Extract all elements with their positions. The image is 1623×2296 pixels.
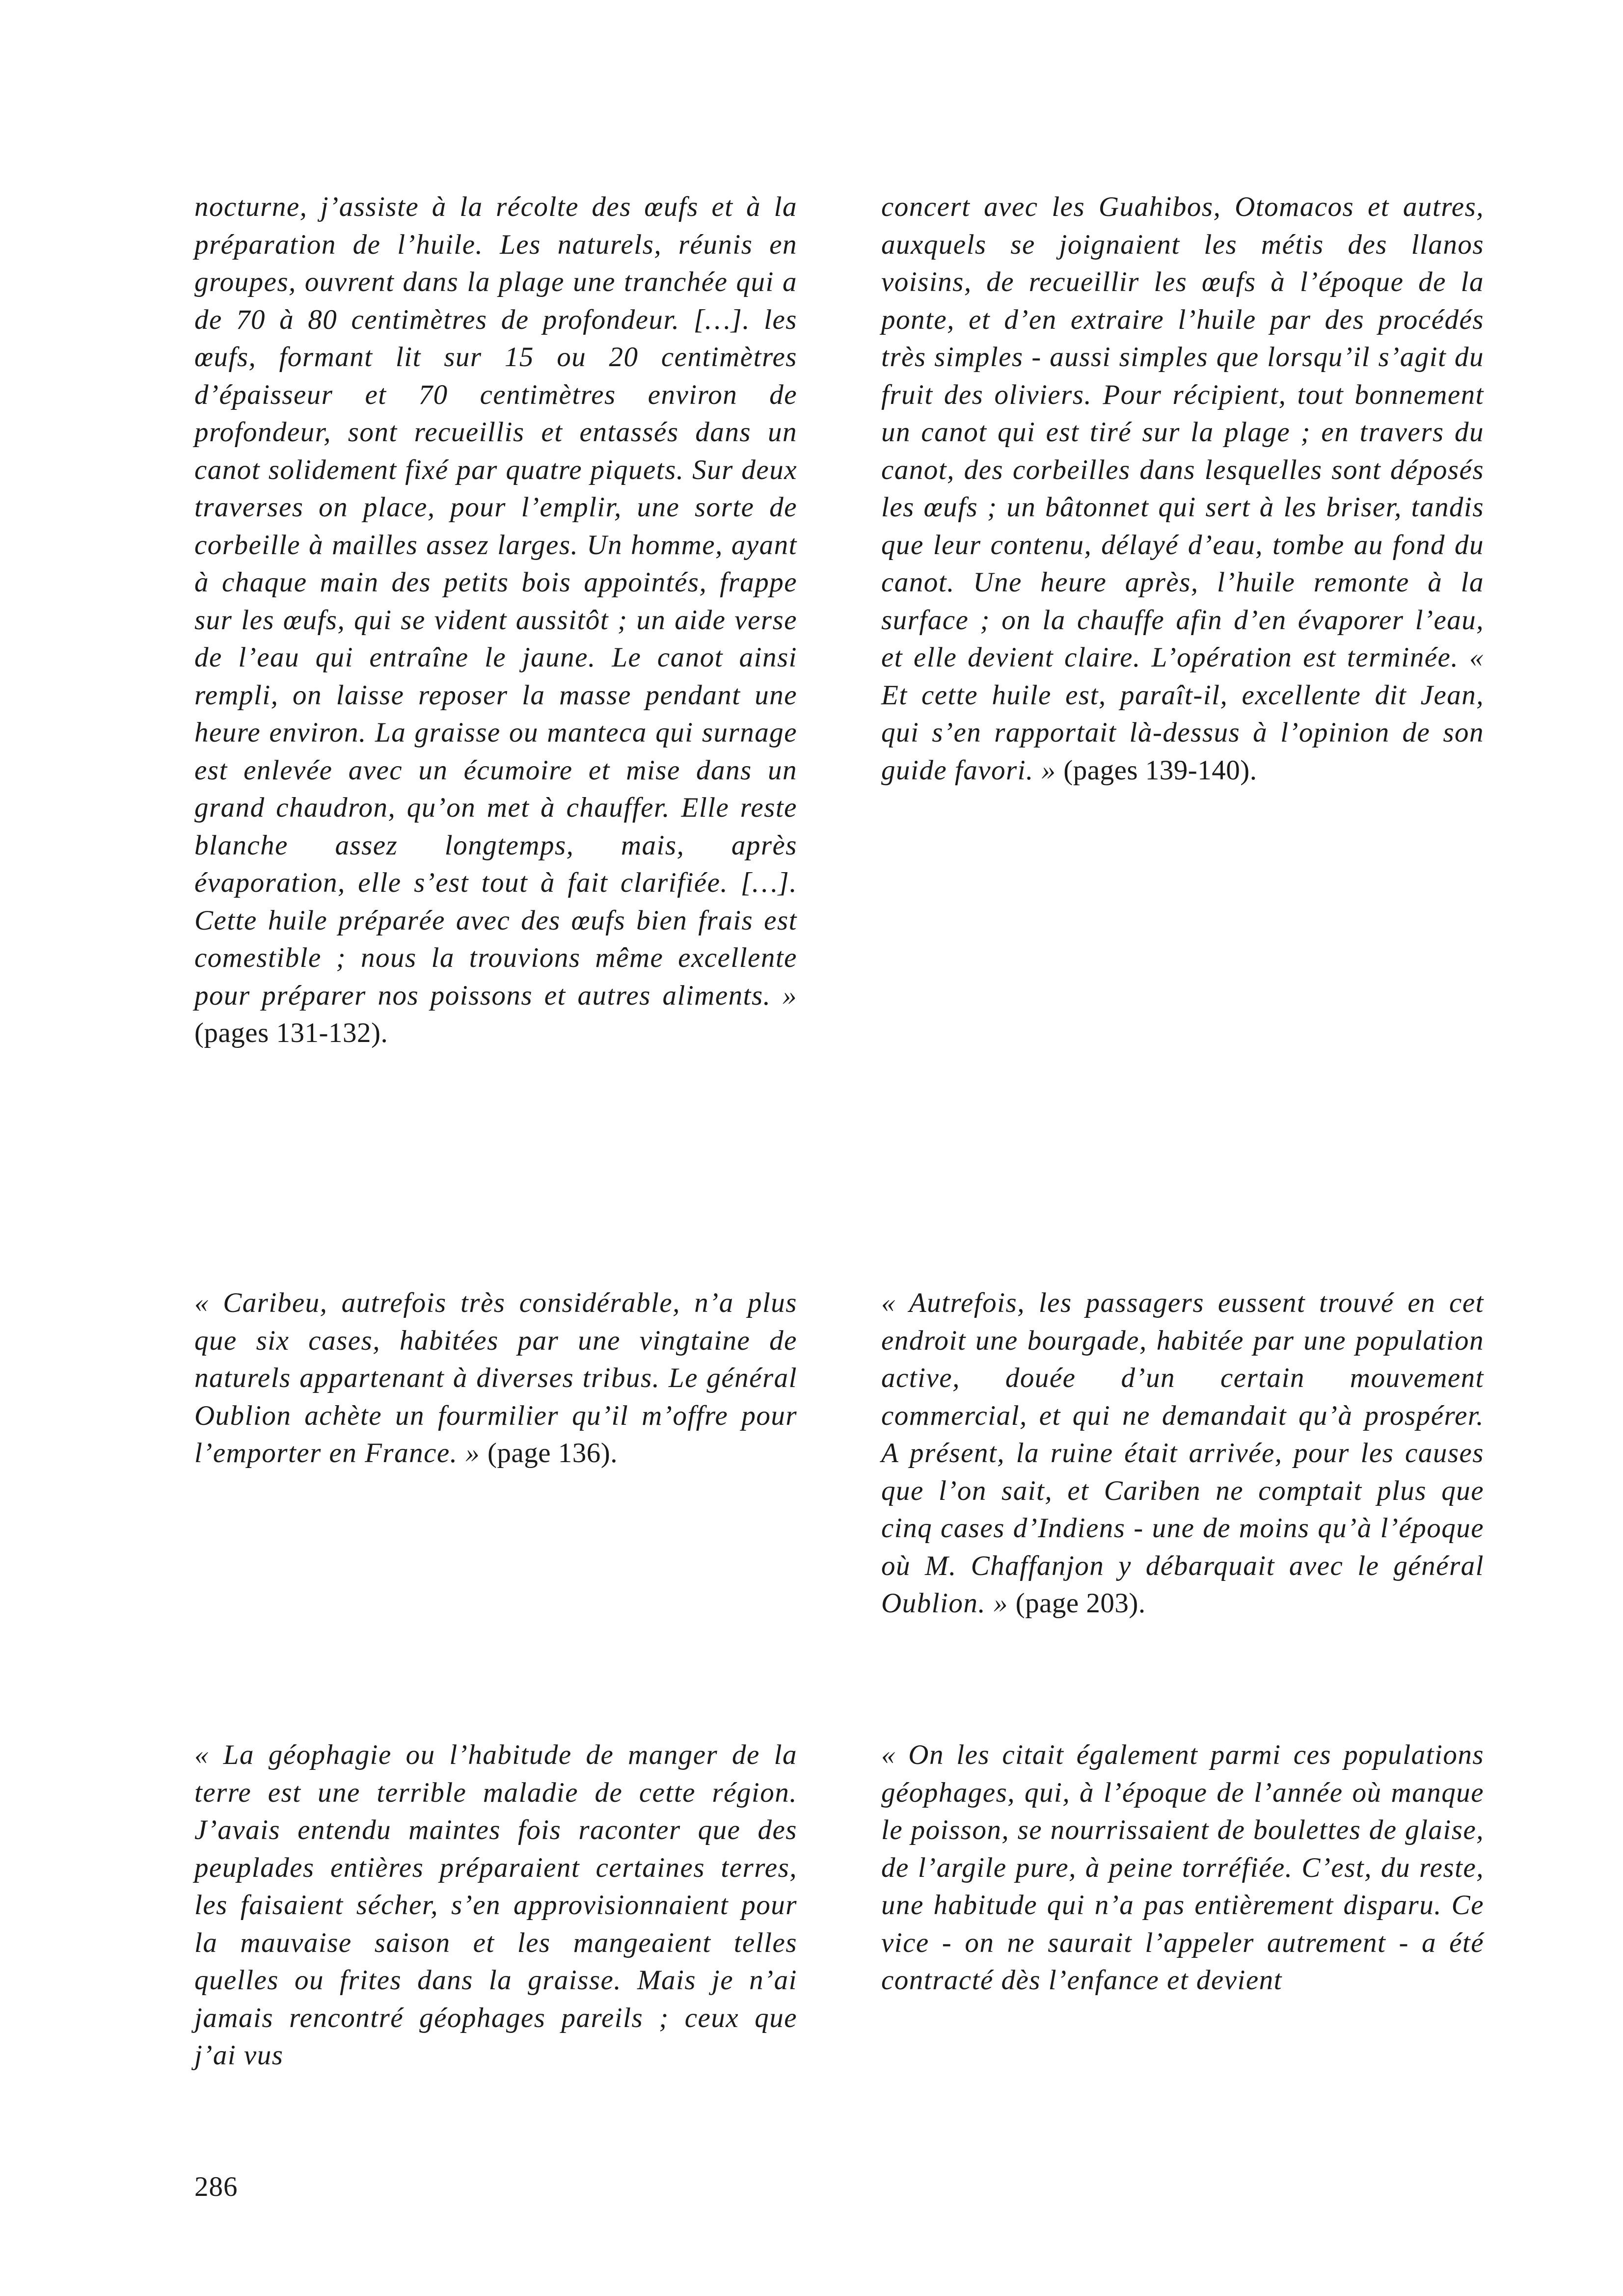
left-column-block-3 <box>194 1736 797 2075</box>
quote-text: nocturne, j’assiste à la récolte des œufs et à la préparation de l’huile. Les naturels, réunis en groupes, ouvrent dans la plage une tranchée qui a de 70 à 80 centimètres de profondeur. […]. les œufs, formant lit sur 15 ou 20 centimètres d’épaisseur et 70 centimètres environ de profondeur, sont recueillis et entassés dans un canot solidement fixé par quatre piquets. Sur deux traverses on place, pour l’emplir, une sorte de corbeille à mailles assez larges. Un homme, ayant à chaque main des petits bois appointés, frappe sur les œufs, qui se vident aussitôt ; un aide verse de l’eau qui entraîne le jaune. Le canot ainsi rempli, on laisse reposer la masse pendant une heure environ. La graisse ou manteca qui surnage est enlevée avec un écumoire et mise dans un grand chaudron, qu’on met à chauffer. Elle reste blanche assez longtemps, mais, après évaporation, elle s’est tout à fait clarifiée. […]. Cette huile préparée avec des œufs bien frais est comestible ; nous la trouvions même excellente pour préparer nos poissons et autres aliments. » <box>194 191 797 1011</box>
page-reference: (pages 131-132). <box>194 1017 388 1048</box>
quote-text: « On les citait également parmi ces populations géophages, qui, à l’époque de l’année où manque le poisson, se nourrissaient de boulettes de glaise, de l’argile pure, à peine torréfiée. C’est, du reste, une habitude qui n’a pas entièrement disparu. Ce vice - on ne saurait l’appeler autrement - a été contracté dès l’enfance et devient <box>881 1739 1484 1996</box>
right-column-block-1 <box>881 188 1484 789</box>
left-column-block-2 <box>194 1284 797 1472</box>
quote-text: concert avec les Guahibos, Otomacos et autres, auxquels se joignaient les métis des llanos voisins, de recueillir les œufs à l’époque de la ponte, et d’en extraire l’huile par des procédés très simples - aussi simples que lorsqu’il s’agit du fruit des oliviers. Pour récipient, tout bonnement un canot qui est tiré sur la plage ; en travers du canot, des corbeilles dans lesquelles sont déposés les œufs ; un bâtonnet qui sert à les briser, tandis que leur contenu, délayé d’eau, tombe au fond du canot. Une heure après, l’huile remonte à la surface ; on la chauffe afin d’en évaporer l’eau, et elle devient claire. L’opération est terminée. « Et cette huile est, paraît-il, excellente dit Jean, qui s’en rapportait là-dessus à l’opinion de son guide favori. » <box>881 191 1484 786</box>
quote-text: « Autrefois, les passagers eussent trouvé en cet endroit une bourgade, habitée par une population active, douée d’un certain mouvement commercial, et qui ne demandait qu’à prospérer. A présent, la ruine était arrivée, pour les causes que l’on sait, et Cariben ne comptait plus que cinq cases d’Indiens - une de moins qu’à l’époque où M. Chaffanjon y débarquait avec le général Oublion. » <box>881 1287 1484 1619</box>
page-reference: (pages 139-140). <box>1056 754 1257 786</box>
left-column-block-1 <box>194 188 797 1052</box>
quote-text: « La géophagie ou l’habitude de manger de la terre est une terrible maladie de cette région. J’avais entendu maintes fois raconter que des peuplades entières préparaient certaines terres, les faisaient sécher, s’en approvisionnaient pour la mauvaise saison et les mangeaient telles quelles ou frites dans la graisse. Mais je n’ai jamais rencontré géophages pareils ; ceux que j’ai vus <box>194 1739 797 2071</box>
right-column-block-2 <box>881 1284 1484 1623</box>
right-column-block-3 <box>881 1736 1484 2000</box>
page-reference: (page 136). <box>480 1438 618 1468</box>
page-reference: (page 203). <box>1008 1588 1146 1619</box>
page-number: 286 <box>194 2171 238 2202</box>
quote-text: « Caribeu, autrefois très considérable, n’a plus que six cases, habitées par une vingtaine de naturels appartenant à diverses tribus. Le général Oublion achète un fourmilier qu’il m’offre pour l’emporter en France. » <box>194 1287 797 1468</box>
